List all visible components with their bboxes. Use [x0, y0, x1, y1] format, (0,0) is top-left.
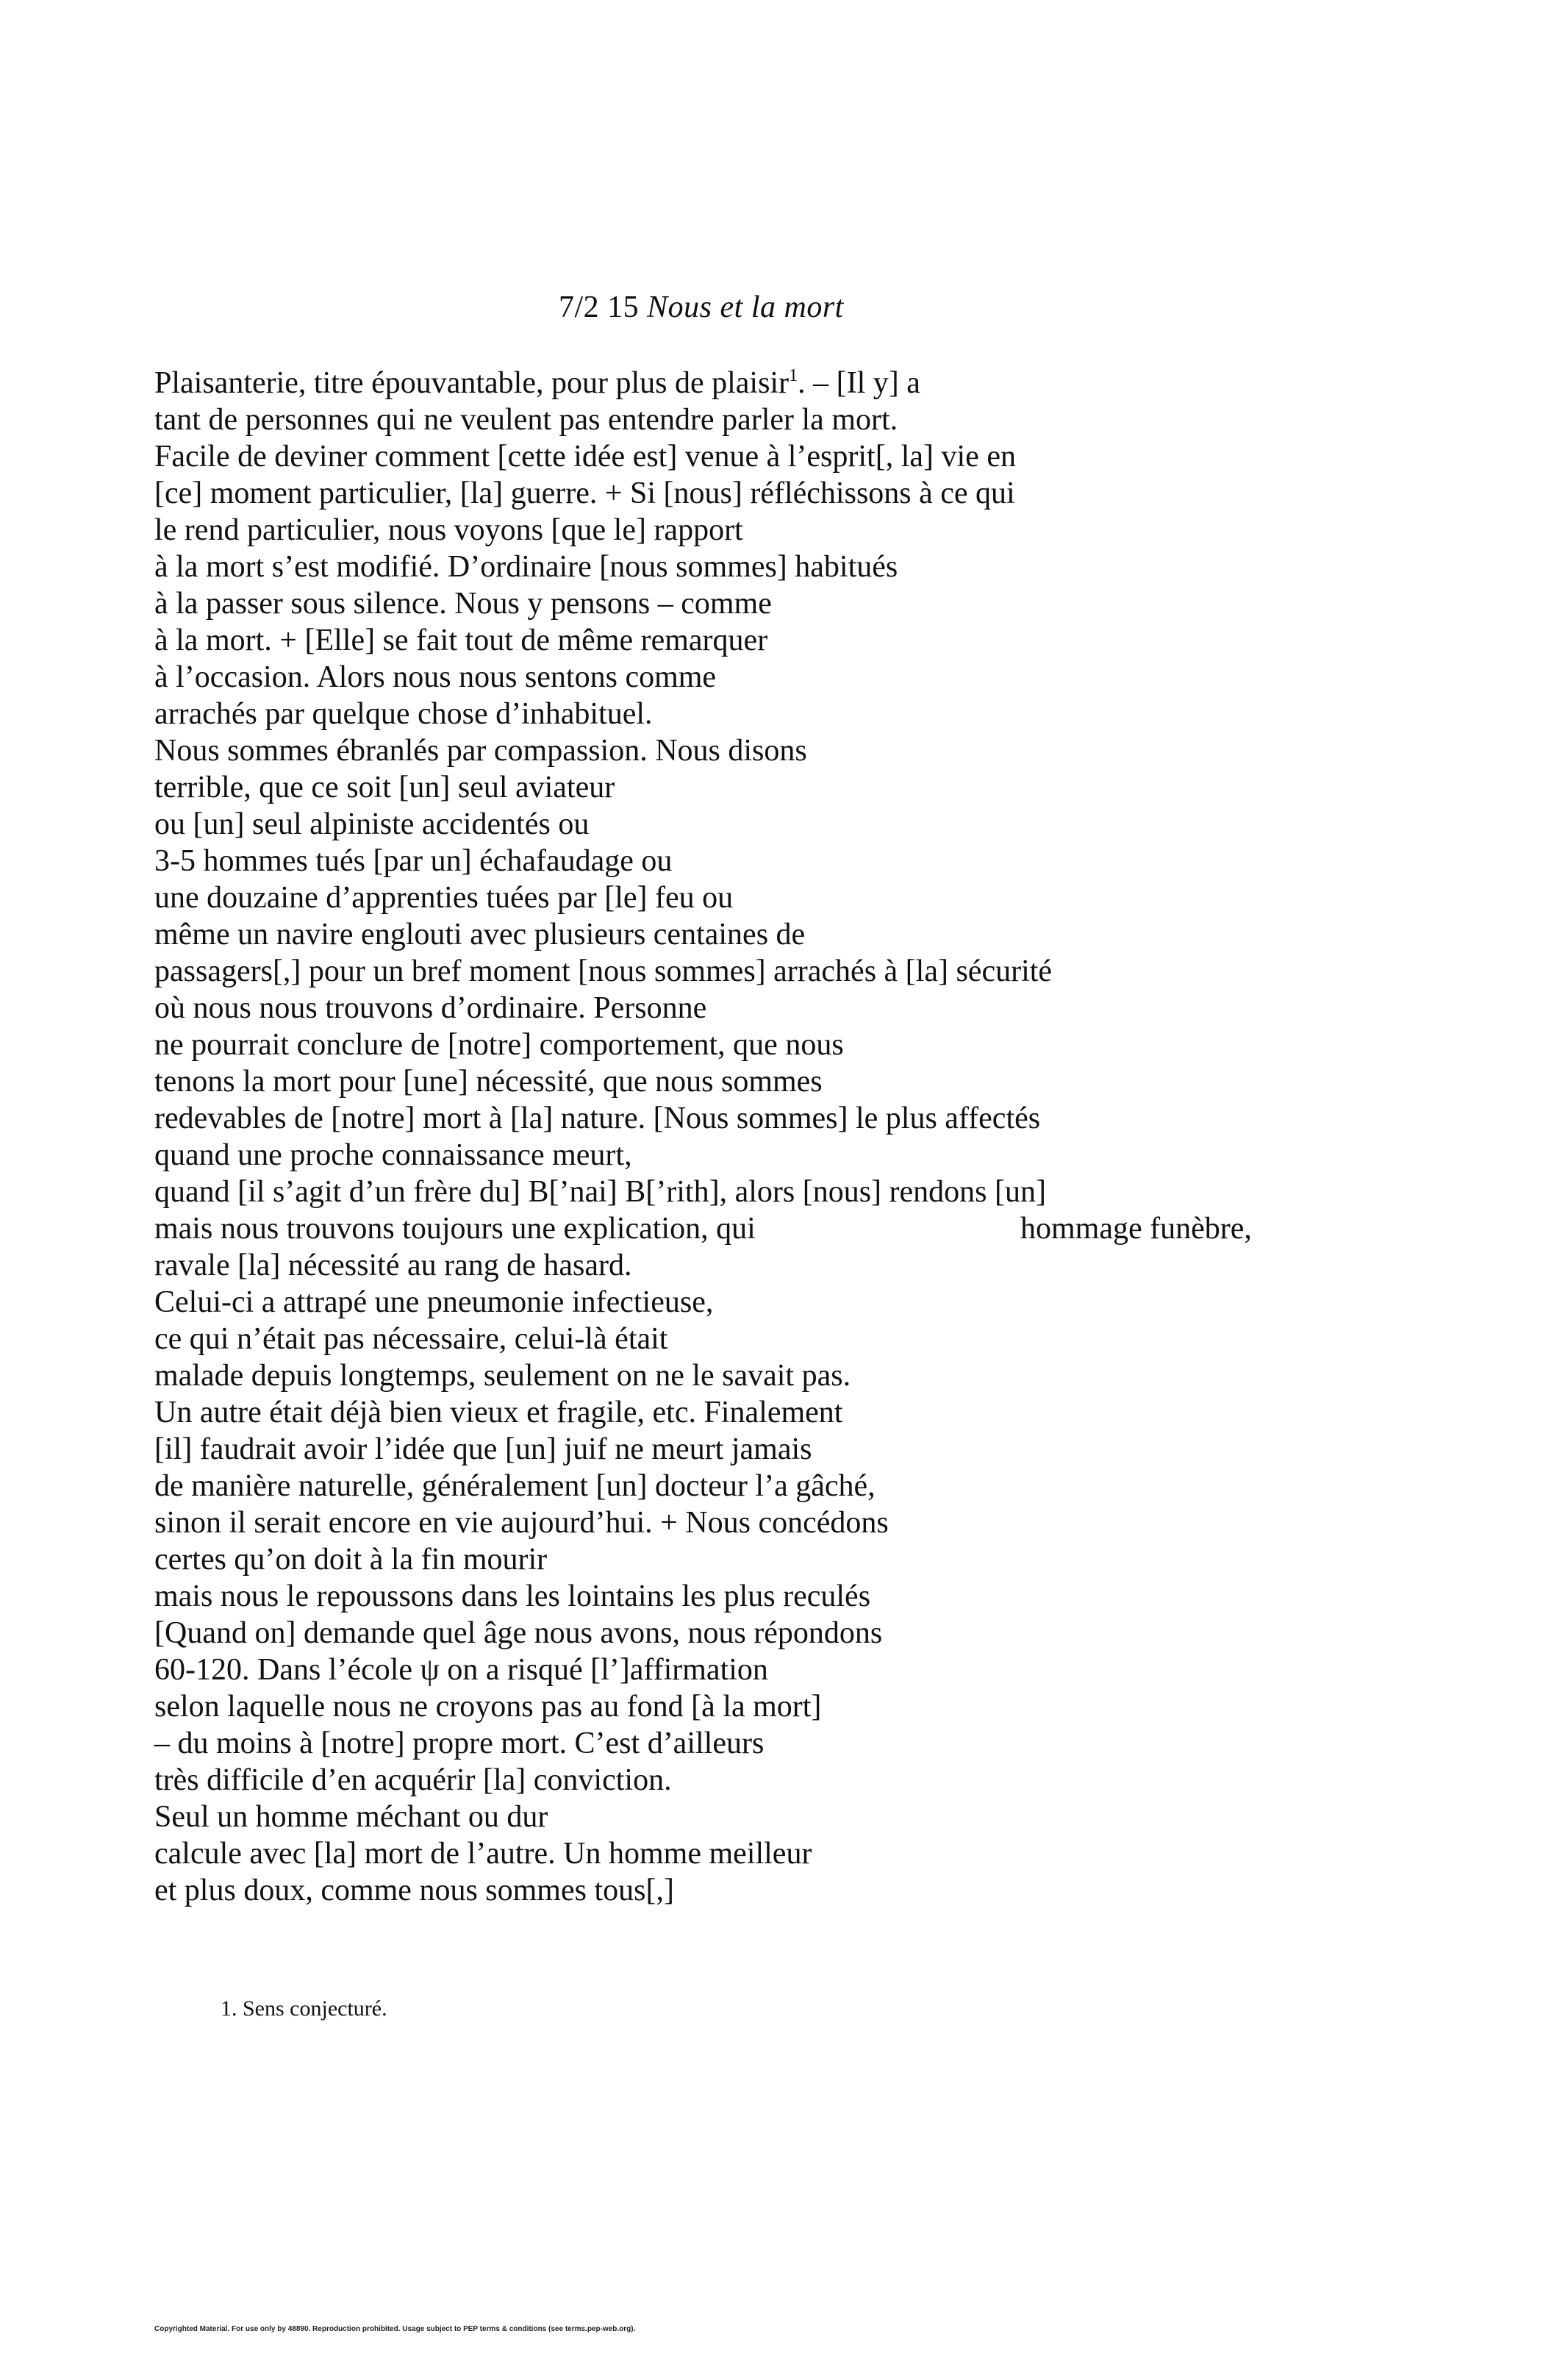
- split-text-line: [154, 1210, 1345, 1247]
- text-line: ou [un] seul alpiniste accidentés ou: [154, 807, 590, 841]
- page-title: [559, 288, 844, 326]
- text-line: sinon il serait encore en vie aujourd’hui. + Nous concédons: [154, 1506, 889, 1540]
- text-line: arrachés par quelque chose d’inhabituel.: [154, 697, 653, 731]
- text-line: – du moins à [notre] propre mort. C’est d’ailleurs: [154, 1727, 765, 1760]
- section-number: 7/2 15: [559, 290, 640, 324]
- text-line: le rend particulier, nous voyons [que le] rapport: [154, 513, 743, 547]
- text-line: [ce] moment particulier, [la] guerre. + Si [nous] réfléchissons à ce qui: [154, 476, 1015, 510]
- section-title: Nous et la mort: [647, 290, 844, 324]
- text-line: Nous sommes ébranlés par compassion. Nous disons: [154, 734, 807, 768]
- text-line: ravale [la] nécessité au rang de hasard.: [154, 1249, 632, 1282]
- text-line: selon laquelle nous ne croyons pas au fond [à la mort]: [154, 1690, 822, 1724]
- text-line: [il] faudrait avoir l’idée que [un] juif ne meurt jamais: [154, 1432, 812, 1466]
- text-line: à la passer sous silence. Nous y pensons – comme: [154, 587, 772, 621]
- text-line: tenons la mort pour [une] nécessité, que nous sommes: [154, 1065, 823, 1099]
- text-line: à la mort s’est modifié. D’ordinaire [nous sommes] habitués: [154, 550, 898, 584]
- text-line: Facile de deviner comment [cette idée est] venue à l’esprit[, la] vie en: [154, 440, 1016, 474]
- text-line: Seul un homme méchant ou dur: [154, 1800, 548, 1834]
- text-line: 3-5 hommes tués [par un] échafaudage ou: [154, 844, 673, 878]
- text-line: terrible, que ce soit [un] seul aviateur: [154, 771, 615, 804]
- text-line: ne pourrait conclure de [notre] comportement, que nous: [154, 1028, 844, 1062]
- text-line: Un autre était déjà bien vieux et fragile, etc. Finalement: [154, 1396, 843, 1429]
- footnote-ref: 1: [789, 366, 798, 385]
- manuscript-text: [154, 365, 1345, 1909]
- copyright-notice: Copyrighted Material. For use only by 48890. Reproduction prohibited. Usage subject to PEP terms & conditions (see terms.pep-web.org).: [154, 2325, 636, 2333]
- first-line-continuation: . – [Il y] a: [798, 366, 920, 400]
- text-line: où nous nous trouvons d’ordinaire. Personne: [154, 991, 707, 1025]
- text-line: tant de personnes qui ne veulent pas entendre parler la mort.: [154, 403, 898, 437]
- text-line: [154, 365, 1345, 401]
- text-line: et plus doux, comme nous sommes tous[,]: [154, 1874, 674, 1907]
- text-line: très difficile d’en acquérir [la] conviction.: [154, 1763, 672, 1797]
- text-line: quand une proche connaissance meurt,: [154, 1138, 632, 1172]
- text-line: à la mort. + [Elle] se fait tout de même remarquer: [154, 624, 768, 657]
- text-line: de manière naturelle, généralement [un] docteur l’a gâché,: [154, 1469, 876, 1503]
- text-line: 60-120. Dans l’école ψ on a risqué [l’]affirmation: [154, 1653, 768, 1687]
- text-line: même un navire englouti avec plusieurs centaines de: [154, 918, 806, 951]
- text-line: certes qu’on doit à la fin mourir: [154, 1543, 548, 1577]
- split-line-right: hommage funèbre,: [1020, 1212, 1252, 1246]
- text-line: ce qui n’était pas nécessaire, celui-là était: [154, 1322, 668, 1356]
- footnote: 1. Sens conjecturé.: [221, 1996, 387, 2021]
- text-line: une douzaine d’apprenties tuées par [le] feu ou: [154, 881, 734, 915]
- split-line-left: mais nous trouvons toujours une explication, qui: [154, 1212, 756, 1246]
- text-line: calcule avec [la] mort de l’autre. Un homme meilleur: [154, 1837, 812, 1871]
- text-line: Celui-ci a attrapé une pneumonie infectieuse,: [154, 1285, 714, 1319]
- first-line-text: Plaisanterie, titre épouvantable, pour plus de plaisir: [154, 366, 790, 400]
- text-line: quand [il s’agit d’un frère du] B[’nai] B[’rith], alors [nous] rendons [un]: [154, 1175, 1046, 1209]
- text-line: malade depuis longtemps, seulement on ne le savait pas.: [154, 1359, 851, 1393]
- text-line: à l’occasion. Alors nous nous sentons comme: [154, 660, 717, 694]
- text-line: passagers[,] pour un bref moment [nous sommes] arrachés à [la] sécurité: [154, 954, 1053, 988]
- text-line: redevables de [notre] mort à [la] nature. [Nous sommes] le plus affectés: [154, 1101, 1041, 1135]
- text-line: mais nous le repoussons dans les lointains les plus reculés: [154, 1579, 871, 1613]
- text-line: [Quand on] demande quel âge nous avons, nous répondons: [154, 1616, 883, 1650]
